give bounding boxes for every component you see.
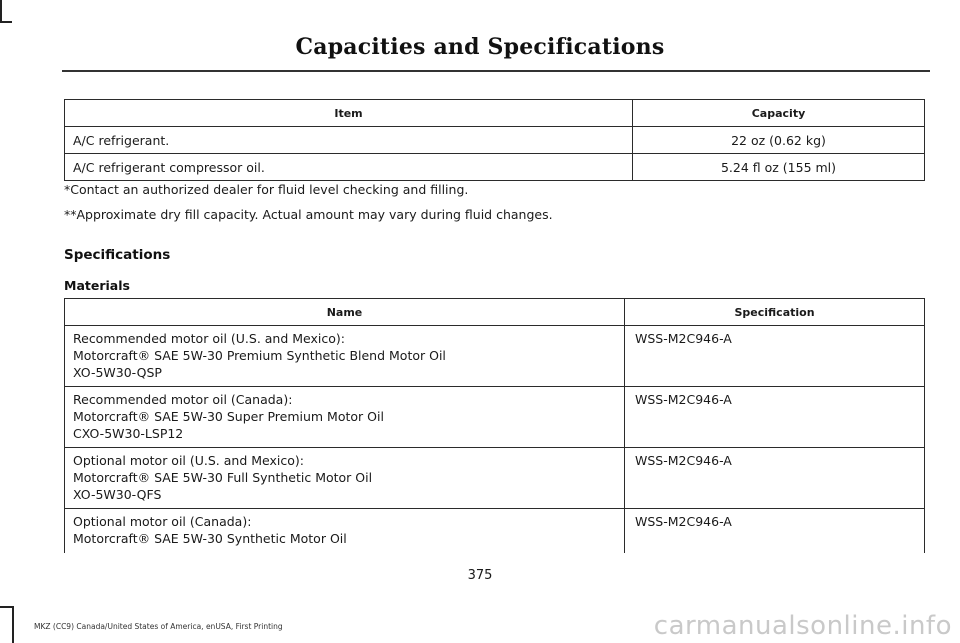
material-name-line: Recommended motor oil (U.S. and Mexico): — [73, 331, 345, 346]
material-name-cell — [65, 326, 625, 387]
crop-mark-top-left-horizontal — [0, 21, 12, 23]
material-name-line: Motorcraft® SAE 5W-30 Full Synthetic Motor Oil — [73, 470, 373, 485]
table-row — [65, 154, 925, 181]
section-title-specifications: Specifications — [64, 247, 171, 263]
material-name-line: XO-5W30-QFS — [73, 487, 162, 502]
material-name-line: Recommended motor oil (Canada): — [73, 392, 293, 407]
table-row — [65, 387, 925, 448]
page-header-title: Capacities and Specifications — [295, 34, 665, 60]
table-row — [65, 509, 925, 554]
column-header-specification: Specification — [625, 299, 925, 326]
material-spec-cell: WSS-M2C946-A — [625, 448, 925, 509]
material-name-line: Motorcraft® SAE 5W-30 Premium Synthetic Blend Motor Oil — [73, 348, 446, 363]
materials-table-header-row — [65, 299, 925, 326]
material-spec-cell: WSS-M2C946-A — [625, 326, 925, 387]
capacity-value-cell: 5.24 fl oz (155 ml) — [633, 154, 925, 181]
table-row — [65, 448, 925, 509]
material-name-cell — [65, 509, 625, 554]
column-header-capacity: Capacity — [633, 100, 925, 127]
table-row — [65, 326, 925, 387]
footer-edition-text: MKZ (CC9) Canada/United States of America, enUSA, First Printing — [34, 622, 283, 631]
capacity-table — [64, 99, 925, 181]
crop-mark-bottom-left-horizontal — [0, 606, 13, 608]
material-spec-cell: WSS-M2C946-A — [625, 509, 925, 554]
material-name-line: Motorcraft® SAE 5W-30 Super Premium Motor Oil — [73, 409, 384, 424]
header-rule — [62, 70, 930, 72]
capacity-item-cell: A/C refrigerant. — [65, 127, 633, 154]
page-number: 375 — [467, 568, 493, 583]
column-header-item: Item — [65, 100, 633, 127]
table-row — [65, 127, 925, 154]
material-name-line: Optional motor oil (Canada): — [73, 514, 252, 529]
footnote-dry-fill: **Approximate dry fill capacity. Actual amount may vary during fluid changes. — [64, 207, 553, 222]
material-name-cell — [65, 448, 625, 509]
materials-table — [64, 298, 925, 553]
crop-mark-bottom-left-vertical — [12, 606, 14, 643]
capacity-table-header-row — [65, 100, 925, 127]
footnote-dealer: *Contact an authorized dealer for fluid level checking and filling. — [64, 182, 469, 197]
material-name-line: CXO-5W30-LSP12 — [73, 426, 184, 441]
material-name-line: Optional motor oil (U.S. and Mexico): — [73, 453, 304, 468]
watermark-logo: carmanualsonline.info — [653, 611, 952, 641]
column-header-name: Name — [65, 299, 625, 326]
capacity-value-cell: 22 oz (0.62 kg) — [633, 127, 925, 154]
capacity-item-cell: A/C refrigerant compressor oil. — [65, 154, 633, 181]
crop-mark-top-left-vertical — [0, 0, 2, 22]
subsection-title-materials: Materials — [64, 278, 130, 293]
material-spec-cell: WSS-M2C946-A — [625, 387, 925, 448]
material-name-cell — [65, 387, 625, 448]
material-name-line: Motorcraft® SAE 5W-30 Synthetic Motor Oil — [73, 531, 347, 546]
material-name-line: XO-5W30-QSP — [73, 365, 162, 380]
